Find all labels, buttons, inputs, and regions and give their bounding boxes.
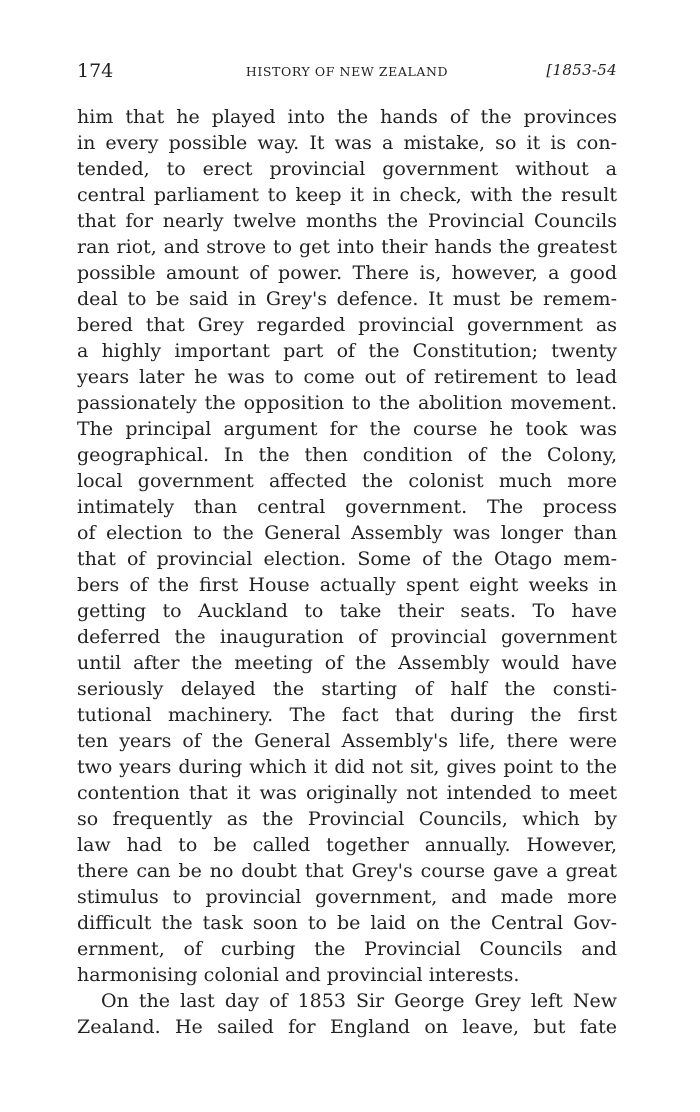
text-line: deferred the inauguration of provincial government [77,626,617,648]
text-line: difficult the task soon to be laid on the Central Gov- [77,912,617,934]
text-line: law had to be called together annually. However, [77,834,617,856]
text-line: seriously delayed the starting of half the consti- [77,678,617,700]
text-line: him that he played into the hands of the provinces [77,106,617,128]
text-line: central parliament to keep it in check, with the result [77,184,617,206]
text-line: deal to be said in Grey's defence. It must be remem- [77,288,617,310]
text-line: getting to Auckland to take their seats. To have [77,600,617,622]
text-line: contention that it was originally not intended to meet [77,782,617,804]
text-line: passionately the opposition to the abolition movement. [77,392,617,414]
text-line: ernment, of curbing the Provincial Councils and [77,938,617,960]
text-line: geographical. In the then condition of the Colony, [77,444,617,466]
text-line: On the last day of 1853 Sir George Grey left New [101,990,617,1012]
text-line: in every possible way. It was a mistake, so it is con- [77,132,617,154]
text-line: The principal argument for the course he took was [77,418,617,440]
text-line: harmonising colonial and provincial interests. [77,964,520,986]
text-line: that for nearly twelve months the Provincial Councils [77,210,617,232]
text-line: Zealand. He sailed for England on leave, but fate [77,1016,617,1038]
text-line: possible amount of power. There is, however, a good [77,262,617,284]
text-line: years later he was to come out of retirement to lead [77,366,617,388]
text-line: local government affected the colonist much more [77,470,617,492]
body-text [77,104,617,1040]
text-line: a highly important part of the Constitution; twenty [77,340,617,362]
text-line: tutional machinery. The fact that during the first [77,704,617,726]
text-line: intimately than central government. The process [77,496,617,518]
text-line: two years during which it did not sit, gives point to the [77,756,617,778]
text-line: there can be no doubt that Grey's course gave a great [77,860,617,882]
running-title: HISTORY OF NEW ZEALAND [245,64,449,79]
text-line: so frequently as the Provincial Councils, which by [77,808,617,830]
text-line: ten years of the General Assembly's life, there were [77,730,617,752]
text-line: ran riot, and strove to get into their hands the greatest [77,236,617,258]
text-line: bers of the first House actually spent eight weeks in [77,574,617,596]
running-head [77,60,617,86]
page-number: 174 [77,60,114,82]
text-line: tended, to erect provincial government without a [77,158,617,180]
text-line: of election to the General Assembly was longer than [77,522,617,544]
text-line: bered that Grey regarded provincial government as [77,314,617,336]
text-line: that of provincial election. Some of the Otago mem- [77,548,617,570]
date-range: [1853-54 [546,61,617,79]
text-line: until after the meeting of the Assembly would have [77,652,617,674]
text-line: stimulus to provincial government, and made more [77,886,617,908]
